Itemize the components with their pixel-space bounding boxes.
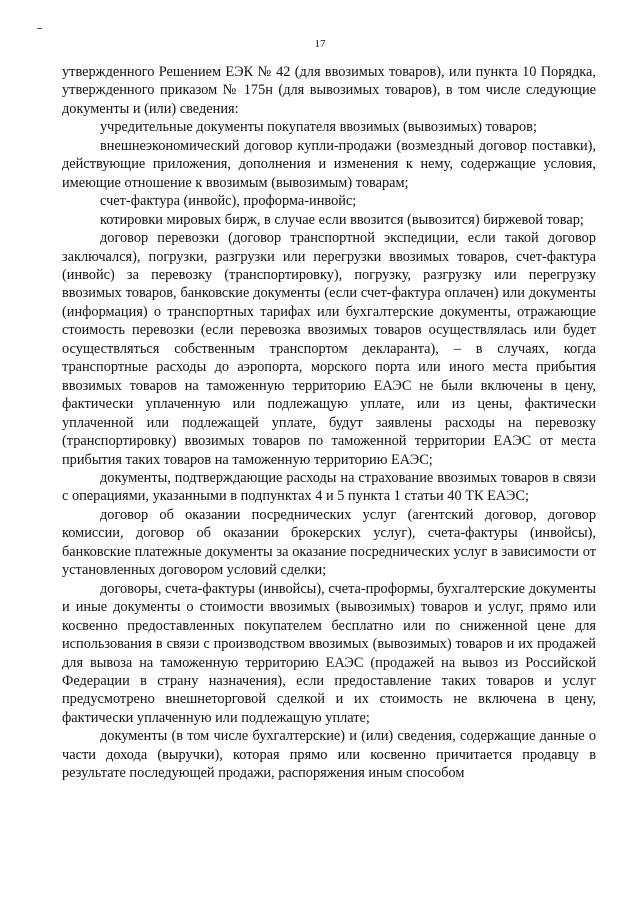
paragraph-invoice: счет-фактура (инвойс), проформа-инвойс; [100, 193, 357, 210]
paragraph-transport-contract: договор перевозки (договор транспортной экспедиции, если такой договор заключался), погрузки, разгрузки или перегрузки ввозимых товаров, счет-фактура (инвойс) за перевозку (транспортировку), погрузку, разгрузку или перегрузку ввозимых товаров, банковские документы (если счет-фактура оплачен) или документы (информация) о транспортных тарифах или бухгалтерские документы, отражающие стоимость перевозки (если перевозка ввозимых товаров осуществлялась или будет осуществляться собственным транспортом декларанта), – в случаях, когда транспортные расходы до аэропорта, морского порта или иного места прибытия ввозимых товаров на таможенную территорию ЕАЭС не были включены в цену, фактически уплаченную или подлежащую уплате, или из цены, фактически уплаченной или подлежащей уплате, будут заявлены расходы на перевозку (транспортировку) ввозимых товаров по таможенной территории ЕАЭС от места прибытия таких товаров на таможенную территорию ЕАЭС; [62, 230, 596, 468]
scan-mark [37, 28, 42, 29]
paragraph-intermediary-services: договор об оказании посреднических услуг (агентский договор, договор комиссии, договор об оказании брокерских услуг), счета-фактуры (инвойсы), банковские платежные документы за оказание посреднических услуг в зависимости от установленных договором условий сделки; [62, 506, 596, 579]
paragraph-exchange-quotes: котировки мировых бирж, в случае если ввозится (вывозится) биржевой товар; [100, 211, 584, 228]
paragraph-foreign-trade-contract: внешнеэкономический договор купли-продажи (возмездный договор поставки), действующие приложения, дополнения и изменения к нему, содержащие условия, имеющие отношение к ввозимым (вывозимым) товарам; [62, 137, 596, 191]
paragraph-contracts-invoices: договоры, счета-фактуры (инвойсы), счета-проформы, бухгалтерские документы и иные документы о стоимости ввозимых (вывозимых) товаров и услуг, прямо или косвенно предоставленных покупателем бесплатно или по сниженной цене для использования в связи с производством ввозимых (вывозимых) товаров и их продажей для вывоза на таможенную территорию ЕАЭС (продажей на вывоз из Российской Федерации в страну назначения), если предоставление таких товаров и услуг предусмотрено внешнеторговой сделкой и их стоимость не включена в цену, фактически уплаченную или подлежащую уплате; [62, 580, 596, 726]
paragraph-continuation: утвержденного Решением ЕЭК № 42 (для ввозимых товаров), или пункта 10 Порядка, утвержденного приказом № 175н (для вывозимых товаров), в том числе следующие документы и (или) сведения: [62, 64, 596, 117]
document-body [62, 63, 596, 783]
paragraph-founding-documents: учредительные документы покупателя ввозимых (вывозимых) товаров; [100, 119, 537, 136]
paragraph-income-documents: документы (в том числе бухгалтерские) и (или) сведения, содержащие данные о части дохода (выручки), которая прямо или косвенно причитается продавцу в результате последующей продажи, распоряжения иным способом [62, 728, 596, 782]
paragraph-insurance: документы, подтверждающие расходы на страхование ввозимых товаров в связи с операциями, указанными в подпунктах 4 и 5 пункта 1 статьи 40 ТК ЕАЭС; [62, 469, 596, 505]
page-number: 17 [314, 38, 326, 50]
